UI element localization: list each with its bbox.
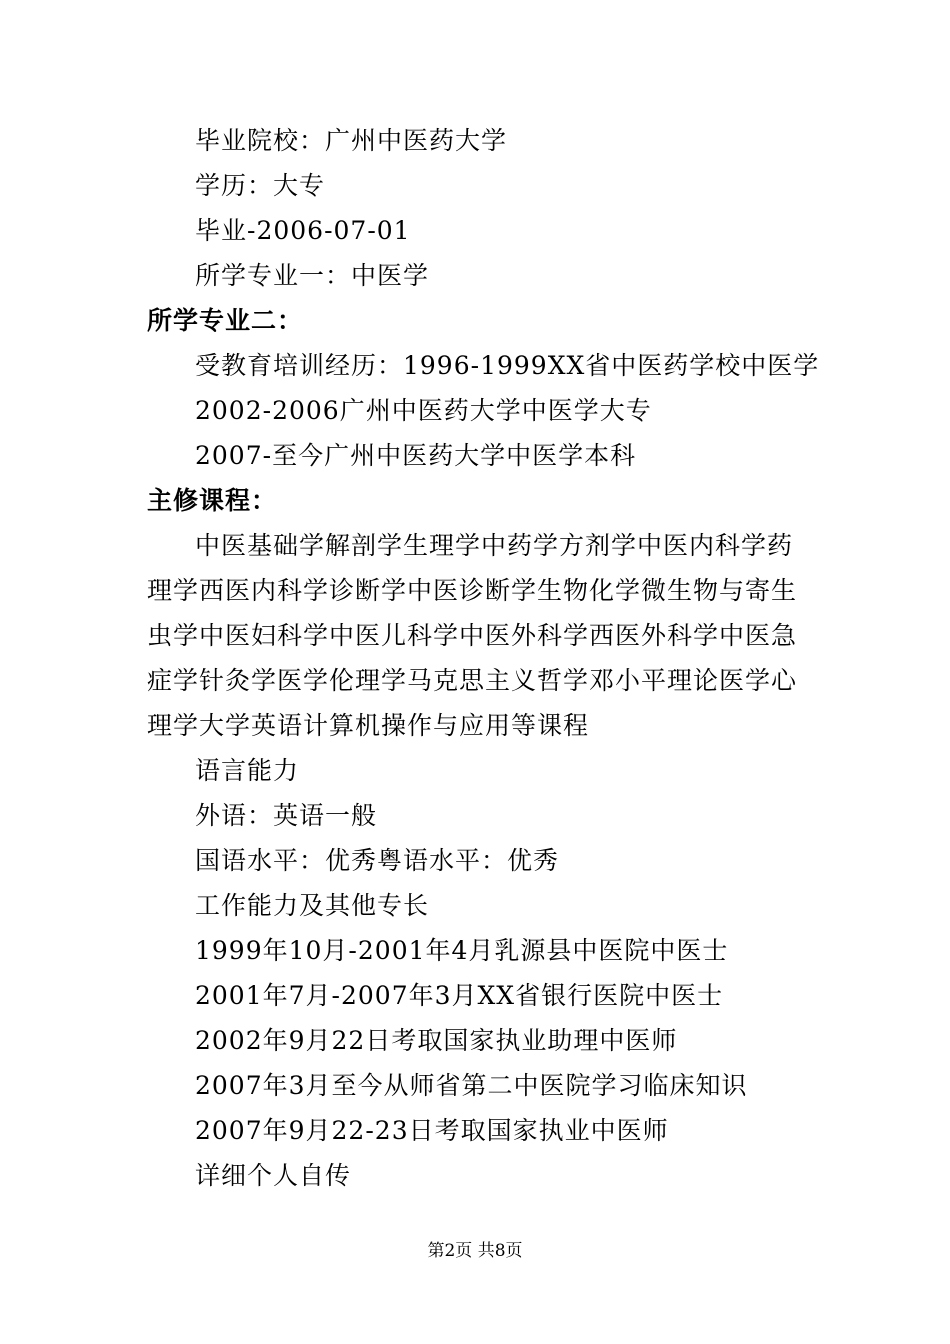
certification-line-1: 2002年9月22日考取国家执业助理中医师 — [195, 1026, 678, 1055]
training-history-line-3: 2007-至今广州中医药大学中医学本科 — [195, 441, 637, 470]
training-history-line-2: 2002-2006广州中医药大学中医学大专 — [195, 396, 652, 425]
clinical-study-line: 2007年3月至今从师省第二中医院学习临床知识 — [195, 1071, 748, 1100]
courses-paragraph-line-5: 理学大学英语计算机操作与应用等课程 — [147, 711, 590, 740]
major-one-line: 所学专业一：中医学 — [195, 261, 430, 290]
education-level-line: 学历：大专 — [195, 171, 326, 200]
language-ability-heading: 语言能力 — [195, 756, 300, 785]
courses-paragraph-line-3: 虫学中医妇科学中医儿科学中医外科学西医外科学中医急 — [147, 621, 798, 650]
page-number-footer: 第2页 共8页 — [427, 1241, 523, 1261]
autobiography-heading: 详细个人自传 — [195, 1161, 352, 1190]
courses-paragraph-line-2: 理学西医内科学诊断学中医诊断学生物化学微生物与寄生 — [147, 576, 798, 605]
work-history-line-2: 2001年7月-2007年3月XX省银行医院中医士 — [195, 981, 724, 1010]
major-two-heading: 所学专业二： — [147, 306, 304, 335]
mandarin-cantonese-line: 国语水平：优秀粤语水平：优秀 — [195, 846, 560, 875]
training-history-line: 受教育培训经历：1996-1999XX省中医药学校中医学 — [195, 351, 820, 380]
work-history-line-1: 1999年10月-2001年4月乳源县中医院中医士 — [195, 936, 729, 965]
courses-paragraph-line-1: 中医基础学解剖学生理学中药学方剂学中医内科学药 — [195, 531, 794, 560]
work-ability-heading: 工作能力及其他专长 — [195, 891, 430, 920]
graduated-school-line: 毕业院校：广州中医药大学 — [195, 126, 508, 155]
main-courses-heading: 主修课程： — [147, 486, 278, 515]
courses-paragraph-line-4: 症学针灸学医学伦理学马克思主义哲学邓小平理论医学心 — [147, 666, 798, 695]
foreign-language-line: 外语：英语一般 — [195, 801, 378, 830]
certification-line-2: 2007年9月22-23日考取国家执业中医师 — [195, 1116, 669, 1145]
graduation-date-line: 毕业-2006-07-01 — [195, 216, 411, 245]
